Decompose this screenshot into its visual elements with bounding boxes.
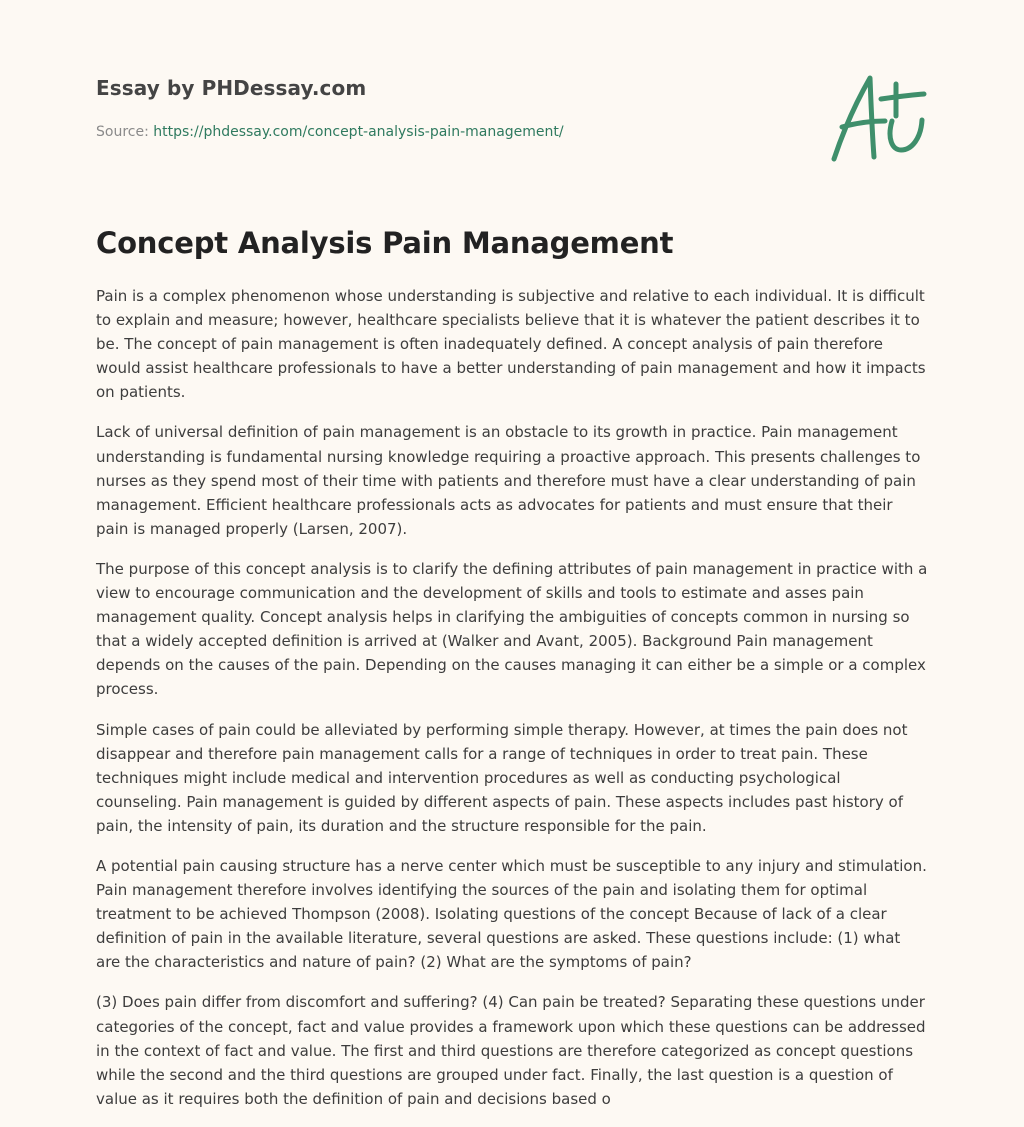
essay-body <box>96 284 928 1127</box>
a-plus-logo-icon <box>826 66 930 166</box>
paragraph: Pain is a complex phenomenon whose understanding is subjective and relative to each individual. It is difficult to explain and measure; however, healthcare specialists believe that it is whatever the patient describes it to be. The concept of pain management is often inadequately defined. A concept analysis of pain therefore would assist healthcare professionals to have a better understanding of pain management and how it impacts on patients. <box>96 287 926 402</box>
paragraph: A potential pain causing structure has a nerve center which must be susceptible to any injury and stimulation. Pain management therefore involves identifying the sources of the pain and isolating them for optimal treatment to be achieved Thompson (2008). Isolating questions of the concept Because of lack of a clear definition of pain in the available literature, several questions are asked. These questions include: (1) what are the characteristics and nature of pain? (2) What are the symptoms of pain? <box>96 856 927 972</box>
paragraph: Simple cases of pain could be alleviated by performing simple therapy. However, at times the pain does not disappear and therefore pain management calls for a range of techniques in order to treat pain. These techniques might include medical and intervention procedures as well as conducting psychological counseling. Pain management is guided by different aspects of pain. These aspects includes past history of pain, the intensity of pain, its duration and the structure responsible for the pain. <box>96 720 908 835</box>
paragraph: The purpose of this concept analysis is to clarify the defining attributes of pain management in practice with a view to encourage communication and the development of skills and tools to estimate and asses pain management quality. Concept analysis helps in clarifying the ambiguities of concepts common in nursing so that a widely accepted definition is arrived at (Walker and Avant, 2005). Background Pain management depends on the causes of the pain. Depending on the causes managing it can either be a simple or a complex process. <box>96 559 928 699</box>
site-brand: Essay by PHDessay.com <box>96 76 367 100</box>
source-link[interactable]: https://phdessay.com/concept-analysis-pain-management/ <box>153 124 564 140</box>
paragraph: (3) Does pain differ from discomfort and suffering? (4) Can pain be treated? Separating these questions under categories of the concept, fact and value provides a framework upon which these questions can be addressed in the context of fact and value. The first and third questions are therefore categorized as concept questions while the second and the third questions are grouped under fact. Finally, the last question is a question of value as it requires both the definition of pain and decisions based o <box>96 993 926 1108</box>
source-line <box>96 124 564 140</box>
essay-title: Concept Analysis Pain Management <box>96 226 674 260</box>
paragraph: Lack of universal definition of pain management is an obstacle to its growth in practice. Pain management understanding is fundamental nursing knowledge requiring a proactive approach. This presents challenges to nurses as they spend most of their time with patients and therefore must have a clear understanding of pain management. Efficient healthcare professionals acts as advocates for patients and must ensure that their pain is managed properly (Larsen, 2007). <box>96 423 921 538</box>
page-header <box>96 0 928 180</box>
source-label: Source: <box>96 124 154 140</box>
